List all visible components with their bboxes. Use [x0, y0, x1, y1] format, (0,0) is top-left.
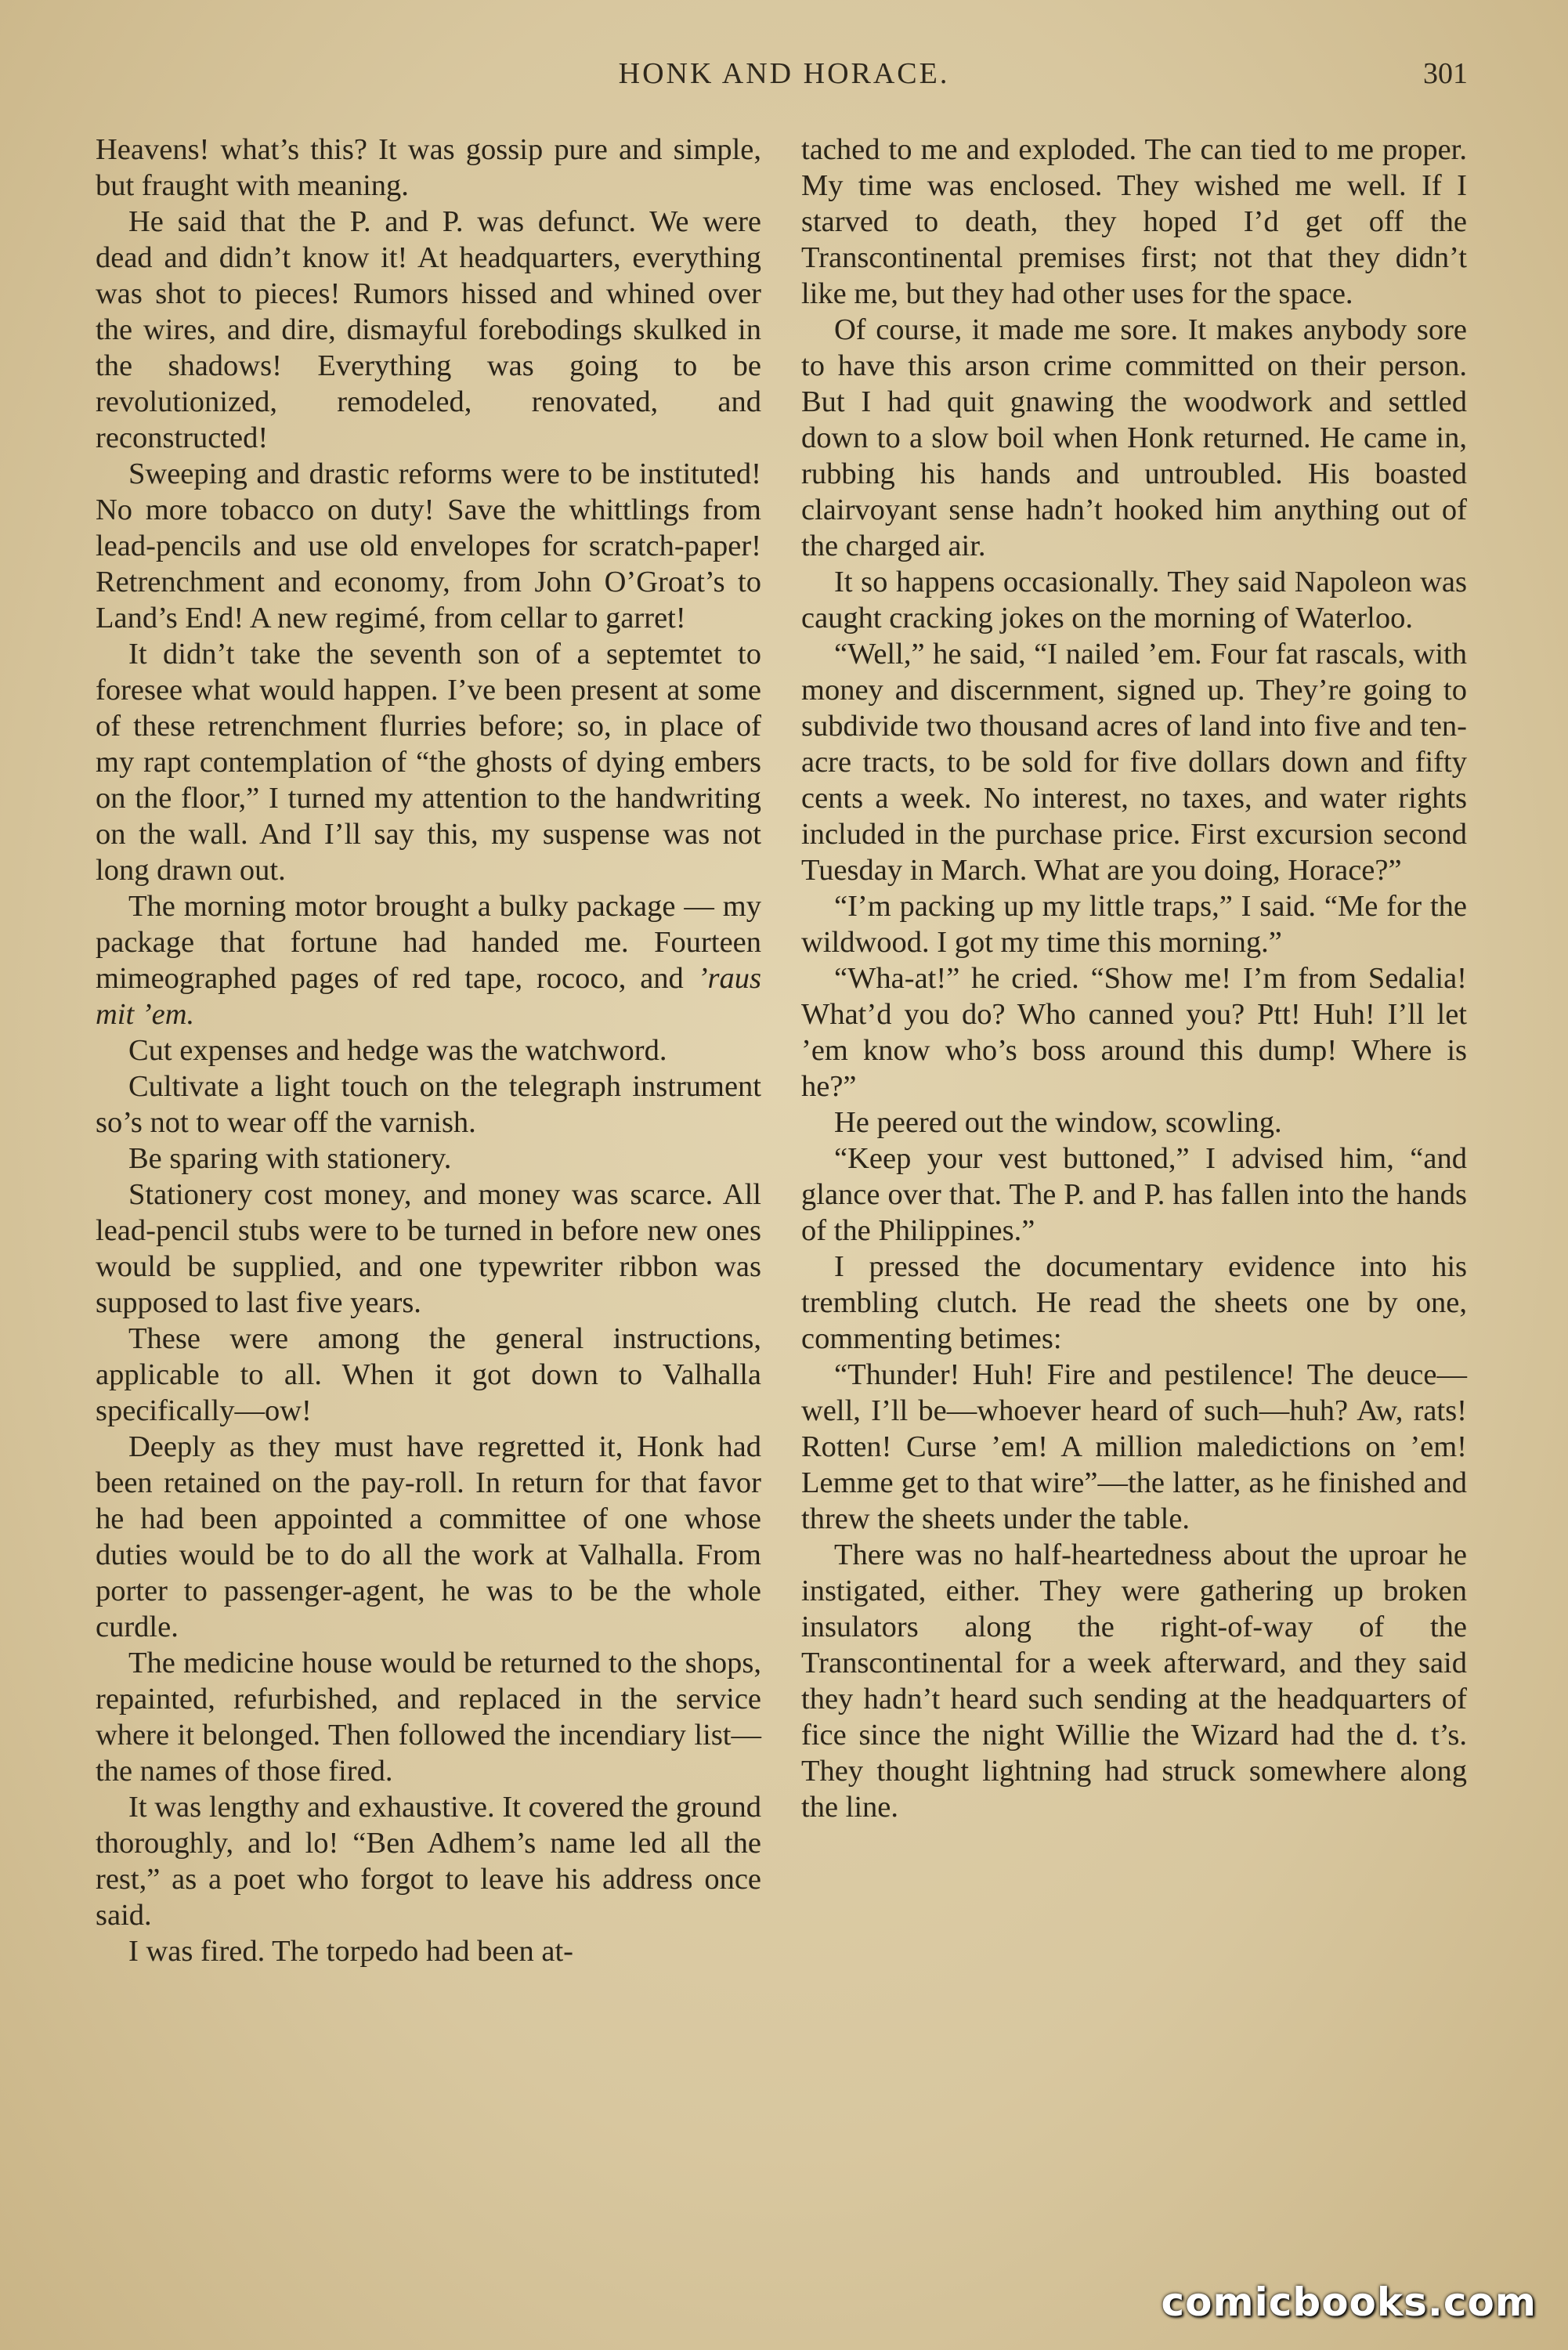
paragraph-text: “Keep your vest buttoned,” I advised him, “and glance over that. The P. and P. has fallen into the hands of the Philippines.” [801, 1142, 1467, 1247]
paragraph-text: Stationery cost money, and money was scarce. All lead-pencil stubs were to be turned in before new ones would be supplied, and one typewriter ribbon was supposed to last five years. [96, 1178, 761, 1319]
paragraph-text: “I’m packing up my little traps,” I said. “Me for the wildwood. I got my time this morning.” [801, 890, 1467, 959]
paragraph-text: It was lengthy and exhaustive. It covered the ground thoroughly, and lo! “Ben Adhem’s name led all the rest,” as a poet who forgot to leave his address once said. [96, 1791, 761, 1932]
paragraph [801, 636, 1467, 888]
paragraph-text: These were among the general instructions, applicable to all. When it got down to Valhalla specifically—ow! [96, 1322, 761, 1427]
paragraph [96, 1645, 761, 1789]
paragraph-text: There was no half-heartedness about the uproar he instigated, either. They were gathering up broken insulators along the right-of-way of the Transcontinental for a week afterward, and they said they hadn’t heard such sending at the headquarters of fice since the night Willie the Wizard had the d. t’s. They thought lightning had struck somewhere along the line. [801, 1538, 1467, 1824]
paragraph [801, 1141, 1467, 1249]
paragraph [801, 1537, 1467, 1825]
paragraph-text: Cultivate a light touch on the telegraph instrument so’s not to wear off the varnish. [96, 1070, 761, 1139]
paragraph-text: Be sparing with stationery. [128, 1142, 452, 1175]
paragraph [96, 636, 761, 888]
paragraph-text: He said that the P. and P. was defunct. We were dead and didn’t know it! At headquarters, everything was shot to pieces! Rumors hissed and whined over the wires, and dire, dismayful forebodings skulked in the shadows! Everything was going to be revolutionized, remodeled, renovated, and reconstructed! [96, 205, 761, 454]
paragraph-text: “Well,” he said, “I nailed ’em. Four fat rascals, with money and discernment, signed up. They’re going to subdivide two thousand acres of land into five and ten-acre tracts, to be sold for five dollars down and fifty cents a week. No interest, no taxes, and water rights included in the purchase price. First excursion second Tuesday in March. What are you doing, Horace?” [801, 638, 1467, 887]
paragraph-text: I was fired. The torpedo had been at- [128, 1935, 574, 1968]
paragraph [801, 1104, 1467, 1141]
paragraph [801, 312, 1467, 564]
paragraph [801, 888, 1467, 960]
right-text-column [801, 132, 1467, 1825]
paragraph [96, 132, 761, 204]
paragraph [801, 564, 1467, 636]
paragraph [96, 1141, 761, 1177]
paragraph-text: The morning motor brought a bulky package — my package that fortune had handed me. Fourteen mimeographed pages of red tape, rococo, and [96, 890, 761, 995]
paragraph [96, 1068, 761, 1141]
paragraph-text: It so happens occasionally. They said Napoleon was caught cracking jokes on the morning of Waterloo. [801, 566, 1467, 634]
paragraph-text: “Thunder! Huh! Fire and pestilence! The deuce—well, I’ll be—whoever heard of such—huh? Aw, rats! Rotten! Curse ’em! A million maledictions on ’em! Lemme get to that wire”—the latter, as he finished and threw the sheets under the table. [801, 1358, 1467, 1535]
paragraph [801, 132, 1467, 312]
paragraph [96, 1933, 761, 1969]
paragraph [96, 204, 761, 456]
italic-phrase: ’raus mit ’em. [96, 962, 761, 1031]
paragraph-text: “Wha-at!” he cried. “Show me! I’m from Sedalia! What’d you do? Who canned you? Ptt! Huh! I’ll let ’em know who’s boss around this dump! Where is he?” [801, 962, 1467, 1103]
paragraph-text: Sweeping and drastic reforms were to be instituted! No more tobacco on duty! Save the whittlings from lead-pencils and use old envelopes for scratch-paper! Retrenchment and economy, from John O’Groat’s to Land’s End! A new regimé, from cellar to garret! [96, 457, 761, 634]
site-watermark: comicbooks.com [1161, 2280, 1537, 2325]
paragraph-text: I pressed the documentary evidence into his trembling clutch. He read the sheets one by one, commenting betimes: [801, 1250, 1467, 1355]
paragraph-text: Of course, it made me sore. It makes anybody sore to have this arson crime committed on their person. But I had quit gnawing the woodwork and settled down to a slow boil when Honk returned. He came in, rubbing his hands and untroubled. His boasted clairvoyant sense hadn’t hooked him anything out of the charged air. [801, 313, 1467, 562]
paragraph-text: He peered out the window, scowling. [834, 1106, 1282, 1139]
paragraph-text: Cut expenses and hedge was the watchword. [128, 1034, 667, 1067]
paragraph [96, 1032, 761, 1068]
paragraph-text: Deeply as they must have regretted it, Honk had been retained on the pay-roll. In return for that favor he had been appointed a committee of one whose duties would be to do all the work at Valhalla. From porter to passenger-agent, he was to be the whole curdle. [96, 1430, 761, 1643]
paragraph [801, 960, 1467, 1104]
left-text-column [96, 132, 761, 1969]
paragraph [96, 888, 761, 1032]
paragraph-text: Heavens! what’s this? It was gossip pure and simple, but fraught with meaning. [96, 133, 761, 202]
paragraph-text: tached to me and exploded. The can tied to me proper. My time was enclosed. They wished me well. If I starved to death, they hoped I’d get off the Transcontinental premises first; not that they didn’t like me, but they had other uses for the space. [801, 133, 1467, 310]
paragraph [96, 456, 761, 636]
paragraph [801, 1357, 1467, 1537]
running-header: HONK AND HORACE. [618, 57, 950, 90]
paragraph [801, 1249, 1467, 1357]
paragraph [96, 1789, 761, 1933]
paragraph-text: It didn’t take the seventh son of a septemtet to foresee what would happen. I’ve been present at some of these retrenchment flurries before; so, in place of my rapt contemplation of “the ghosts of dying embers on the floor,” I turned my attention to the handwriting on the wall. And I’ll say this, my suspense was not long drawn out. [96, 638, 761, 887]
paragraph [96, 1177, 761, 1321]
page-number: 301 [1423, 57, 1468, 90]
paragraph [96, 1321, 761, 1429]
paragraph-text: The medicine house would be returned to the shops, repainted, refurbished, and replaced in the service where it belonged. Then followed the incendiary list—the names of those fired. [96, 1647, 761, 1788]
paragraph [96, 1429, 761, 1645]
